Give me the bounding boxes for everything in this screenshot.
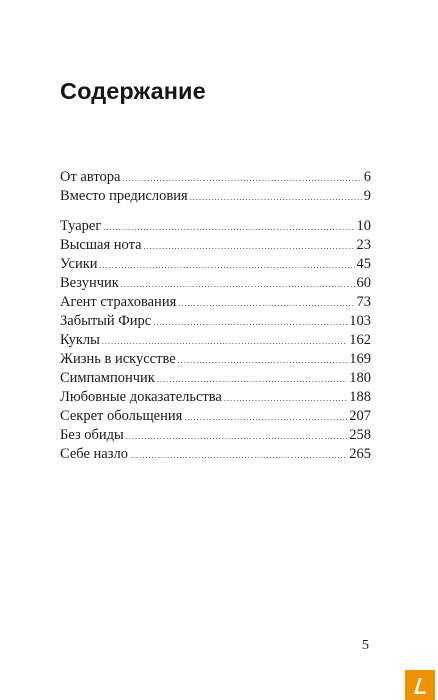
dot-leader bbox=[121, 275, 355, 294]
toc-entry-title: Любовные доказательства bbox=[60, 389, 222, 405]
toc-entry-title: Симпампончик bbox=[60, 370, 155, 386]
dot-leader bbox=[100, 256, 355, 275]
toc-group-front bbox=[60, 168, 371, 206]
dot-leader bbox=[178, 351, 348, 370]
dot-leader bbox=[184, 408, 347, 427]
toc-entry bbox=[60, 274, 371, 293]
toc-entry-page: 10 bbox=[356, 218, 371, 234]
dot-leader bbox=[157, 370, 347, 389]
toc-entry-page: 258 bbox=[349, 427, 371, 443]
toc-entry-title: Себе назло bbox=[60, 446, 128, 462]
page-title: Содержание bbox=[60, 78, 206, 104]
toc-entry-title: Без обиды bbox=[60, 427, 124, 443]
dot-leader bbox=[153, 313, 347, 332]
toc-entry-page: 73 bbox=[356, 294, 371, 310]
toc-entry-page: 265 bbox=[349, 446, 371, 462]
labirint-logo-icon bbox=[405, 670, 435, 700]
toc-entry-page: 103 bbox=[349, 313, 371, 329]
toc-entry bbox=[60, 168, 371, 187]
toc-entry bbox=[60, 331, 371, 350]
toc-entry bbox=[60, 445, 371, 464]
toc-entry-title: Вместо предисловия bbox=[60, 188, 188, 204]
toc-entry-title: Забытый Фирс bbox=[60, 313, 152, 329]
dot-leader bbox=[102, 332, 347, 351]
toc-entry-title: Туарег bbox=[60, 218, 102, 234]
toc-entry-page: 60 bbox=[356, 275, 371, 291]
toc-entry-title: Высшая нота bbox=[60, 237, 142, 253]
toc-entry-page: 6 bbox=[363, 169, 371, 185]
toc-entry-title: От автора bbox=[60, 169, 121, 185]
toc-entry bbox=[60, 293, 371, 312]
toc-entry-page: 169 bbox=[349, 351, 371, 367]
dot-leader bbox=[224, 389, 347, 408]
toc-entry bbox=[60, 187, 371, 206]
toc-entry bbox=[60, 350, 371, 369]
toc-entry-title: Агент страхования bbox=[60, 294, 177, 310]
toc-entry bbox=[60, 407, 371, 426]
dot-leader bbox=[130, 446, 347, 465]
dot-leader bbox=[126, 427, 347, 446]
dot-leader bbox=[122, 169, 361, 188]
toc-entry-page: 45 bbox=[356, 256, 371, 272]
toc-entry bbox=[60, 236, 371, 255]
toc-entry-title: Куклы bbox=[60, 332, 100, 348]
toc-entry-title: Усики bbox=[60, 256, 98, 272]
toc-entry-page: 23 bbox=[356, 237, 371, 253]
page-number: 5 bbox=[362, 638, 369, 653]
toc-entry-page: 188 bbox=[349, 389, 371, 405]
toc-entry bbox=[60, 426, 371, 445]
toc-entry bbox=[60, 388, 371, 407]
toc-entry-title: Секрет обольщения bbox=[60, 408, 183, 424]
toc-entry-page: 9 bbox=[363, 188, 371, 204]
dot-leader bbox=[190, 188, 362, 207]
toc-entry bbox=[60, 255, 371, 274]
toc-entry-title: Везунчик bbox=[60, 275, 119, 291]
toc-entry-page: 207 bbox=[349, 408, 371, 424]
toc-group-stories bbox=[60, 217, 371, 464]
toc-entry bbox=[60, 312, 371, 331]
dot-leader bbox=[103, 218, 354, 237]
toc-entry bbox=[60, 217, 371, 236]
labirint-logo-mark bbox=[405, 670, 435, 700]
dot-leader bbox=[144, 237, 355, 256]
toc-entry bbox=[60, 369, 371, 388]
toc-entry-page: 162 bbox=[349, 332, 371, 348]
toc-entry-title: Жизнь в искусстве bbox=[60, 351, 176, 367]
dot-leader bbox=[178, 294, 354, 313]
toc-entry-page: 180 bbox=[349, 370, 371, 386]
